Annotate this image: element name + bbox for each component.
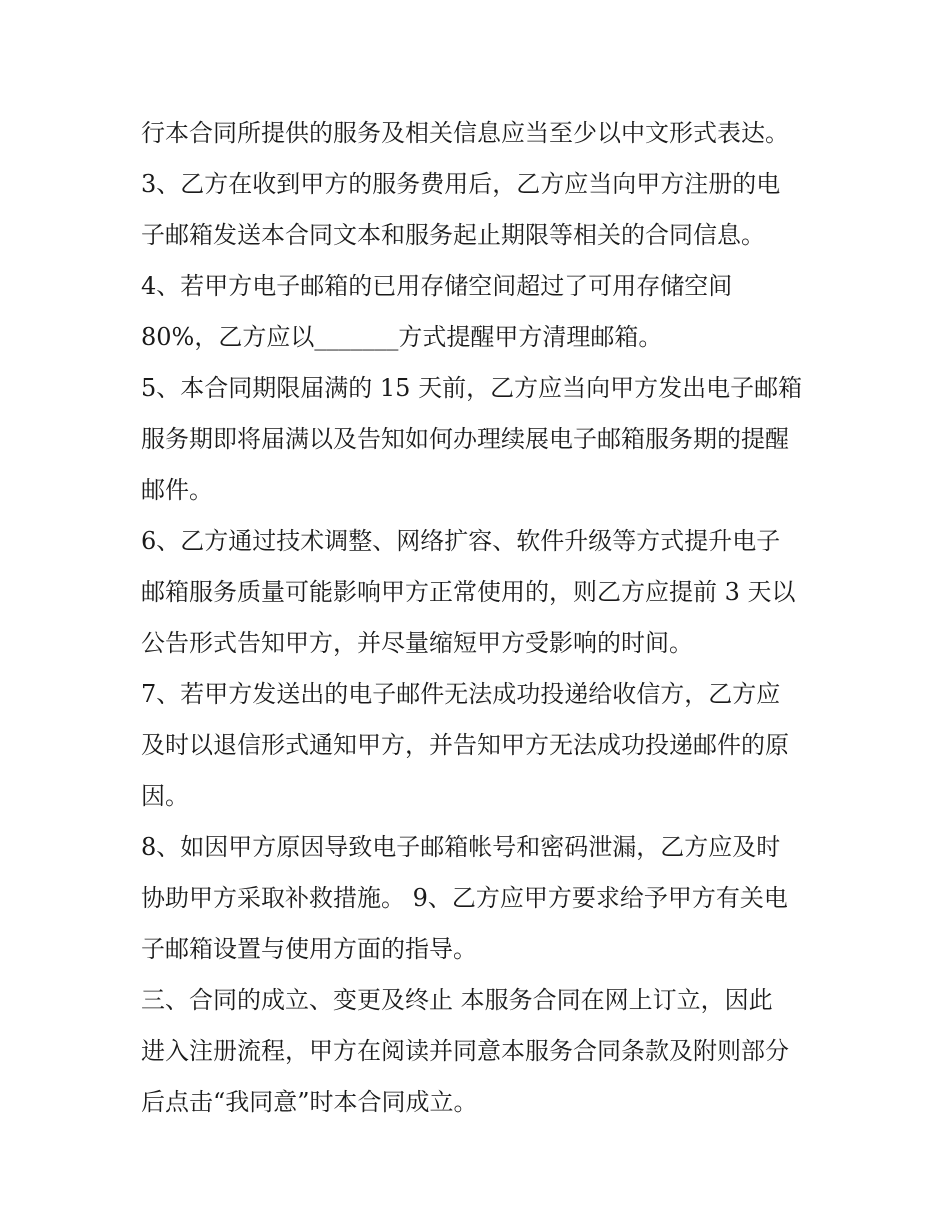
text-line: 进入注册流程，甲方在阅读并同意本服务合同条款及附则部分 <box>141 1037 789 1065</box>
document-body <box>141 108 831 1128</box>
text-line: 后点击“我同意”时本合同成立。 <box>141 1088 478 1116</box>
text-line: 服务期即将届满以及告知如何办理续展电子邮箱服务期的提醒 <box>141 425 789 453</box>
text-line: 邮件。 <box>141 476 213 504</box>
text-line: 三、合同的成立、变更及终止 本服务合同在网上订立，因此 <box>141 986 773 1014</box>
text-line: 及时以退信形式通知甲方，并告知甲方无法成功投递邮件的原 <box>141 731 789 759</box>
text-line: 行本合同所提供的服务及相关信息应当至少以中文形式表达。 <box>141 119 789 147</box>
text-line: 4、若甲方电子邮箱的已用存储空间超过了可用存储空间 <box>141 272 733 300</box>
text-line: 因。 <box>141 782 189 810</box>
text-line: 7、若甲方发送出的电子邮件无法成功投递给收信方，乙方应 <box>141 680 781 708</box>
text-line: 公告形式告知甲方，并尽量缩短甲方受影响的时间。 <box>141 629 693 657</box>
text-line: 协助甲方采取补救措施。 9、乙方应甲方要求给予甲方有关电 <box>141 884 788 912</box>
text-line: 3、乙方在收到甲方的服务费用后，乙方应当向甲方注册的电 <box>141 170 781 198</box>
text-line: 6、乙方通过技术调整、网络扩容、软件升级等方式提升电子 <box>141 527 781 555</box>
text-line: 8、如因甲方原因导致电子邮箱帐号和密码泄漏，乙方应及时 <box>141 833 781 861</box>
text-line: 子邮箱设置与使用方面的指导。 <box>141 935 477 963</box>
text-line: 80%，乙方应以_______方式提醒甲方清理邮箱。 <box>141 323 663 351</box>
text-line: 5、本合同期限届满的 15 天前，乙方应当向甲方发出电子邮箱 <box>141 374 803 402</box>
text-line: 子邮箱发送本合同文本和服务起止期限等相关的合同信息。 <box>141 221 765 249</box>
text-line: 邮箱服务质量可能影响甲方正常使用的，则乙方应提前 3 天以 <box>141 578 796 606</box>
